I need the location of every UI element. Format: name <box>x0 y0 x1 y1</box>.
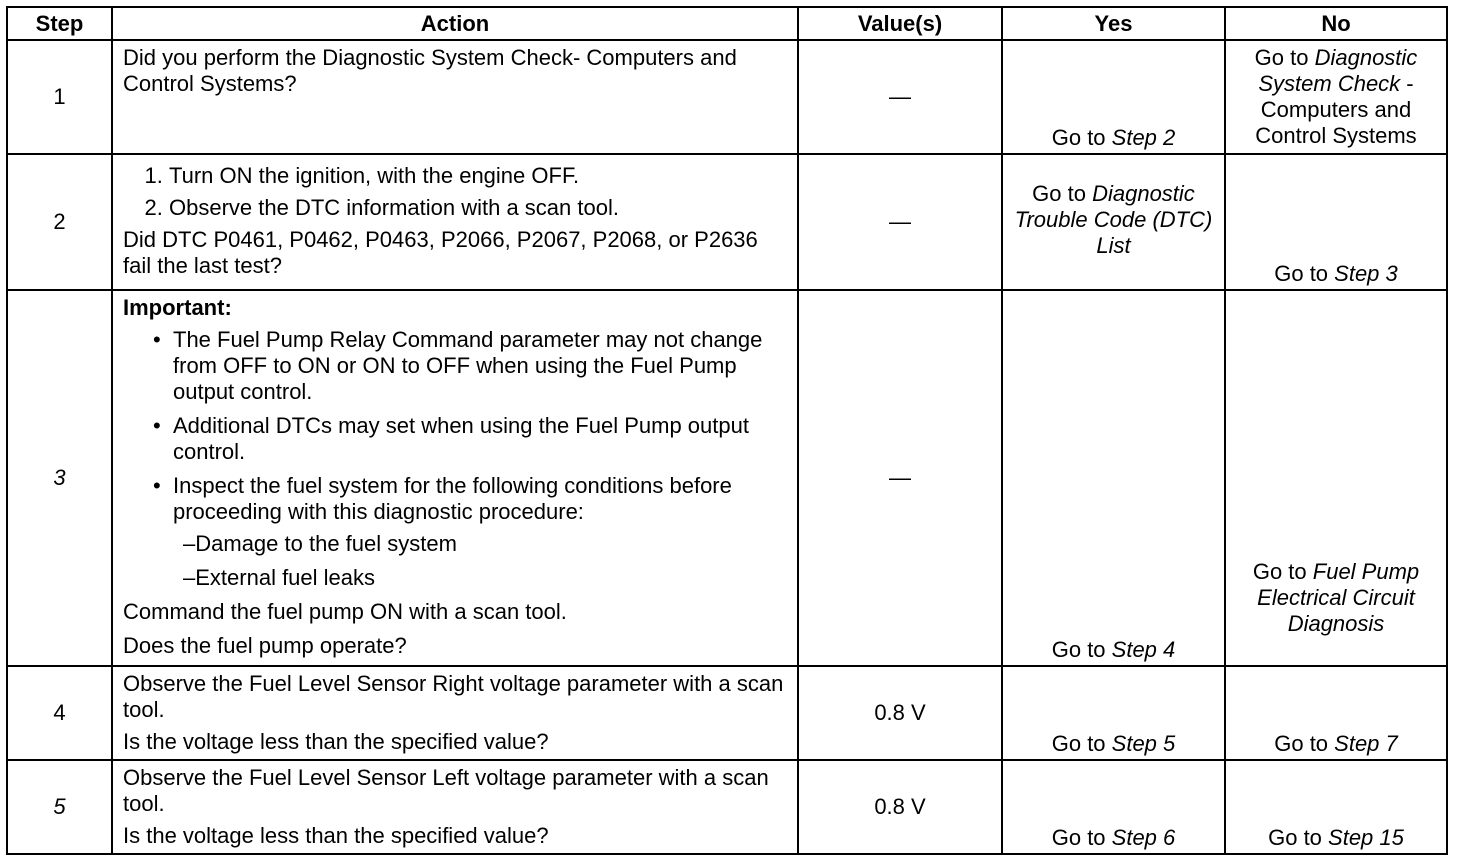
no-cell <box>1225 666 1447 760</box>
step-number: 2 <box>7 154 112 290</box>
no-prefix: Go to <box>1268 825 1329 850</box>
step-number: 3 <box>7 290 112 666</box>
list-item <box>173 473 787 591</box>
action-question: Is the voltage less than the specified value? <box>123 823 549 848</box>
header-row <box>7 7 1447 40</box>
yes-action[interactable] <box>1003 825 1224 853</box>
header-yes: Yes <box>1002 7 1225 40</box>
header-no: No <box>1225 7 1447 40</box>
action-cell <box>112 154 798 290</box>
table-row <box>7 760 1447 854</box>
yes-cell <box>1002 666 1225 760</box>
no-cell <box>1225 290 1447 666</box>
action-cell <box>112 290 798 666</box>
action-text: Did you perform the Diagnostic System Check- Computers and Control Systems? <box>123 45 737 96</box>
list-item: – Damage to the fuel system <box>183 531 787 557</box>
action-command: Command the fuel pump ON with a scan tool. <box>123 599 567 624</box>
value-cell: — <box>798 154 1002 290</box>
no-action[interactable] <box>1226 261 1446 289</box>
action-question: Is the voltage less than the specified value? <box>123 729 549 754</box>
yes-cell <box>1002 290 1225 666</box>
no-cell <box>1225 40 1447 154</box>
header-values: Value(s) <box>798 7 1002 40</box>
no-action[interactable] <box>1226 825 1446 853</box>
value-cell: — <box>798 290 1002 666</box>
value-cell: 0.8 V <box>798 666 1002 760</box>
yes-prefix: Go to <box>1051 125 1112 150</box>
list-item: • The Fuel Pump Relay Command parameter may not change from OFF to ON or ON to OFF when using the Fuel Pump output control. <box>173 327 787 405</box>
yes-link[interactable]: Step 4 <box>1111 637 1176 662</box>
action-cell <box>112 40 798 154</box>
list-item: 2. Observe the DTC information with a scan tool. <box>169 195 787 221</box>
action-cell <box>112 760 798 854</box>
no-prefix: Go to <box>1274 731 1335 756</box>
no-action[interactable] <box>1226 41 1446 149</box>
yes-prefix: Go to <box>1032 181 1093 206</box>
header-action: Action <box>112 7 798 40</box>
no-action[interactable] <box>1226 559 1446 665</box>
value-cell: 0.8 V <box>798 760 1002 854</box>
list-item: 1. Turn ON the ignition, with the engine OFF. <box>169 163 787 189</box>
action-steps <box>123 163 787 221</box>
bullet-text: Inspect the fuel system for the following conditions before proceeding with this diagnostic procedure: <box>173 473 732 524</box>
no-link[interactable]: Fuel Pump Electrical Circuit Diagnosis <box>1257 559 1420 636</box>
no-link[interactable]: Step 15 <box>1328 825 1404 850</box>
step-number: 4 <box>7 666 112 760</box>
important-label: Important: <box>123 295 232 320</box>
action-text: Observe the Fuel Level Sensor Left voltage parameter with a scan tool. <box>123 765 769 816</box>
yes-cell <box>1002 760 1225 854</box>
action-cell <box>112 666 798 760</box>
yes-action[interactable] <box>1003 637 1224 665</box>
header-step: Step <box>7 7 112 40</box>
yes-action[interactable] <box>1003 731 1224 759</box>
no-cell <box>1225 154 1447 290</box>
yes-cell <box>1002 40 1225 154</box>
table-row <box>7 40 1447 154</box>
yes-action[interactable] <box>1003 155 1224 259</box>
action-text: Observe the Fuel Level Sensor Right voltage parameter with a scan tool. <box>123 671 784 722</box>
no-action[interactable] <box>1226 731 1446 759</box>
yes-cell <box>1002 154 1225 290</box>
yes-prefix: Go to <box>1051 637 1112 662</box>
step-number: 5 <box>7 760 112 854</box>
table-row <box>7 666 1447 760</box>
no-link[interactable]: Step 7 <box>1334 731 1398 756</box>
important-bullets <box>123 327 787 591</box>
value-cell: — <box>798 40 1002 154</box>
action-question: Does the fuel pump operate? <box>123 633 407 658</box>
no-prefix: Go to <box>1274 261 1335 286</box>
table-row <box>7 290 1447 666</box>
no-link[interactable]: Step 3 <box>1334 261 1398 286</box>
table-row <box>7 154 1447 290</box>
sub-bullets <box>173 531 787 591</box>
no-suffix: - Computers and Control Systems <box>1255 71 1417 148</box>
yes-link[interactable]: Step 2 <box>1111 125 1176 150</box>
yes-prefix: Go to <box>1051 825 1112 850</box>
no-link[interactable]: Diagnostic System Check <box>1258 45 1418 96</box>
action-question: Did DTC P0461, P0462, P0463, P2066, P2067, P2068, or P2636 fail the last test? <box>123 227 758 278</box>
yes-action[interactable] <box>1003 125 1224 153</box>
diagnostic-table <box>6 6 1448 855</box>
list-item: • Additional DTCs may set when using the Fuel Pump output control. <box>173 413 787 465</box>
yes-link[interactable]: Step 5 <box>1111 731 1176 756</box>
yes-link[interactable]: Diagnostic Trouble Code (DTC) List <box>1014 181 1213 258</box>
yes-link[interactable]: Step 6 <box>1111 825 1176 850</box>
list-item: – External fuel leaks <box>183 565 787 591</box>
no-prefix: Go to <box>1252 559 1313 584</box>
yes-prefix: Go to <box>1051 731 1112 756</box>
no-cell <box>1225 760 1447 854</box>
no-prefix: Go to <box>1254 45 1315 70</box>
step-number: 1 <box>7 40 112 154</box>
